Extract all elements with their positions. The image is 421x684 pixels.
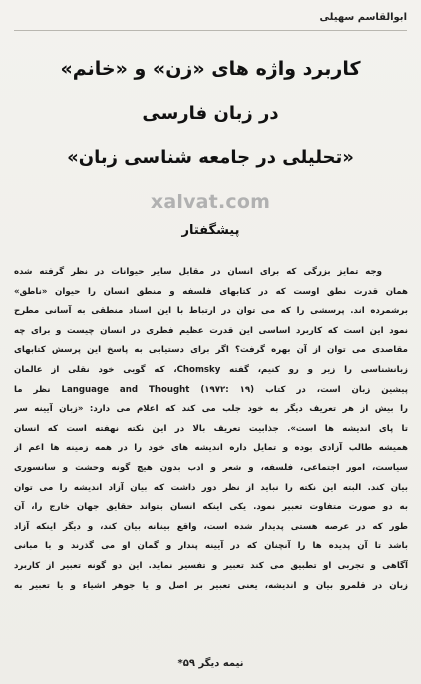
- text-line: همان قدرت نطق اوست که در کتابهای فلسفه و منطق انسان را حیوان «ناطق»: [14, 286, 408, 297]
- text-line: مقاصدی می توان از آن بهره گرفت؟ اگر برای دستیابی به پاسخ این پرسش کتابهای: [14, 345, 408, 356]
- text-line: را بیش از هر تعریف دیگر به خود جلب می کند که اعلام می دارد: «زبان آیینه سر: [14, 404, 408, 415]
- author-name: ابوالقاسم سهیلی: [319, 12, 407, 23]
- text-line: باشد تا آن پدیده ها را آنچنان که در آیینه پندار و گمان او می گذرند و با مبانی: [14, 541, 408, 552]
- text-line: همیشه طالب آزادی بوده و تمایل داره اندیشه های خود را در همه زمینه ها اعم از: [14, 443, 408, 454]
- title-line-2: در زبان فارسی: [142, 103, 279, 124]
- running-head: [14, 12, 407, 31]
- text-line: تا پای اندیشه ها است». جذابیت تعریف بالا در این نکته نهفته است که انسان: [14, 423, 408, 434]
- section-heading: پیشگفتار: [181, 223, 240, 238]
- text-line: به دو صورت متفاوت تعبیر نمود. یکی اینکه انسان بتواند حقایق جهان خارج را، آن: [14, 502, 408, 513]
- text-line: پیشین زبان است، در کتاب Language and Thought (۱۹۷۲: ۱۹) نظر ما: [14, 384, 408, 395]
- text-line: نمود این است که کاربرد اساسی این قدرت عظیم فطری در انسان چیست و برای چه: [14, 325, 408, 336]
- page-footer: نیمه دیگر ۵۹*: [177, 658, 244, 669]
- text-line: زبان در قلمرو بیان و اندیشه، یعنی تعبیر بر اصل و یا جوهر اشیاء و یا تعبیر به: [14, 580, 408, 591]
- text-line: زبانشناسی را زیر و رو کنیم، گفته Chomsky، که گویی خود نقلی از عالمان: [14, 364, 408, 375]
- text-line: بیان کند. البته این نکته را نباید از نظر دور داشت که بیان آزاد اندیشه را می توان: [14, 482, 408, 493]
- watermark: xalvat.com: [150, 191, 271, 213]
- text-line: سیاست، امور اجتماعی، فلسفه، و شعر و ادب بدون هیچ گونه وحشت و سانسوری: [14, 462, 408, 473]
- title-line-1: کاربرد واژه های «زن» و «خانم»: [60, 58, 361, 80]
- text-line: وجه تمایز بزرگی که برای انسان در مقابل سایر حیوانات در نظر گرفته شده: [14, 267, 382, 277]
- text-line: طور که در عرصه هستی پدیدار شده است، واقع بینانه بیان کند، و دیگر اینکه آزاد: [14, 521, 408, 532]
- text-line: برشمرده اند. پرسشی را که می توان در ارتباط با این اسناد منطقی به آسانی مطرح: [14, 306, 408, 317]
- title-line-3: «تحلیلی در جامعه شناسی زبان»: [67, 147, 354, 168]
- text-line: آگاهی و تجربی او تطبیق می کند تعبیر و تفسیر نماید. این دو گونه تعبیر از کاربرد: [14, 560, 408, 571]
- body-paragraph: [14, 263, 408, 596]
- article-title: [20, 56, 401, 188]
